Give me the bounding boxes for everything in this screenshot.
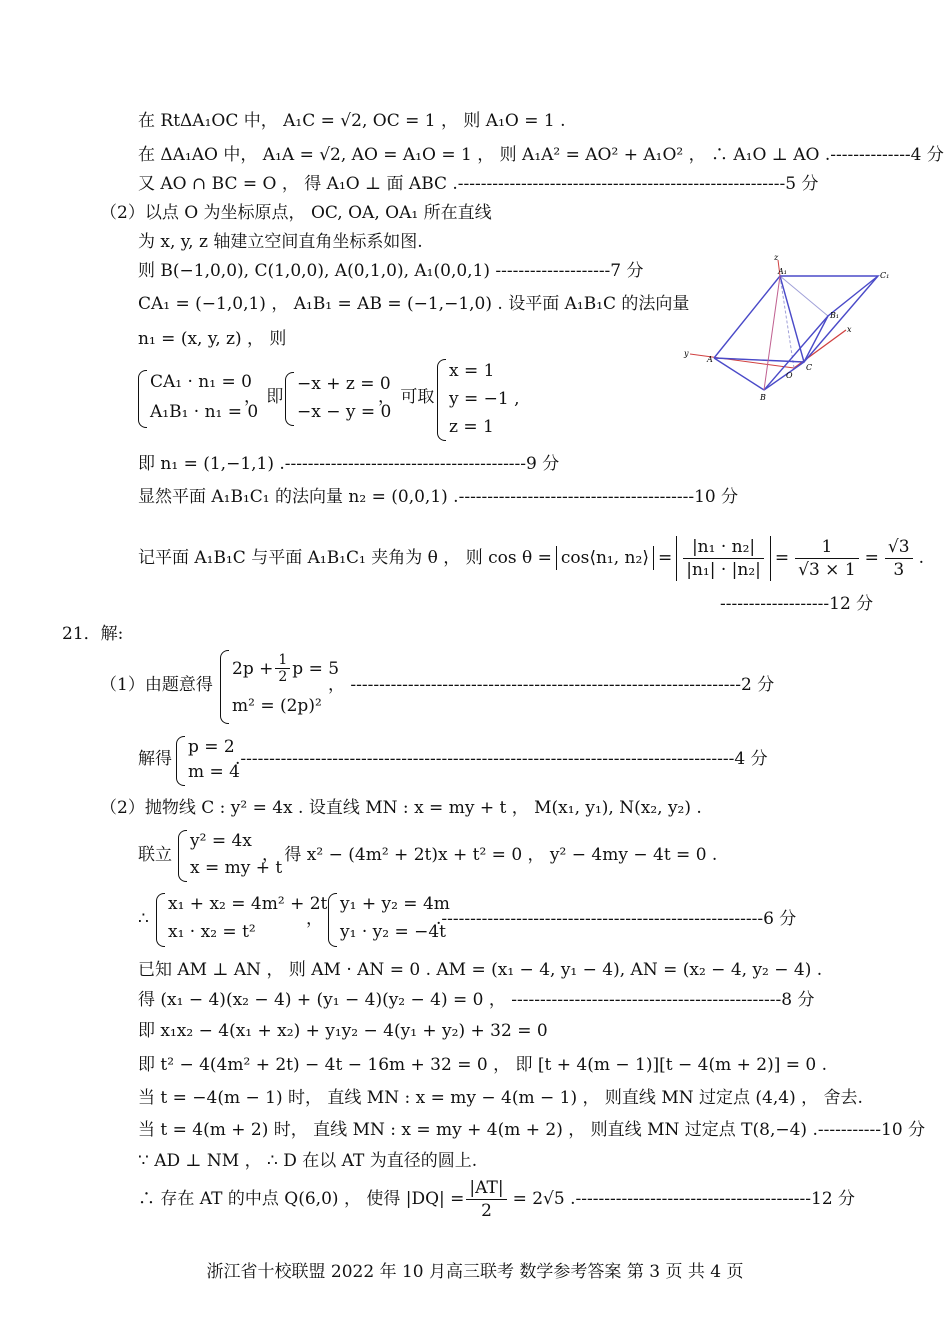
text-line: 在 ΔA₁AO 中， A₁A = √2, AO = A₁O = 1 ， 则 A₁A² = AO² + A₁O² ， ∴ A₁O ⊥ AO .--------------4 分 [138, 145, 944, 165]
equation: m² = (2p)² [232, 696, 322, 716]
equation: A₁B₁ · n₁ = 0 [150, 402, 259, 422]
text-line: 已知 AM ⊥ AN ， 则 AM · AN = 0 . AM = (x₁ − 4, y₁ − 4), AN = (x₂ − 4, y₂ − 4) . [138, 960, 823, 980]
text-fragment: ， 得 x² − (4m² + 2t)x + t² = 0 ， y² − 4my − 4t = 0 . [262, 845, 718, 865]
equation-system [138, 368, 258, 430]
text-fragment: .--------------------------------------------------------6 分 [436, 909, 797, 929]
text-line: 得 (x₁ − 4)(x₂ − 4) + (y₁ − 4)(y₂ − 4) = 0 ， -----------------------------------------------8 分 [138, 990, 815, 1010]
text-fragment: 联立 [138, 845, 172, 865]
fraction [885, 536, 913, 581]
text-fragment: p = 5 [292, 658, 340, 679]
equation: x = my + t [190, 858, 283, 878]
label-O: O [786, 371, 793, 380]
equation: x = 1 [449, 361, 495, 381]
text-line: ∵ AD ⊥ NM ， ∴ D 在以 AT 为直径的圆上. [138, 1151, 478, 1171]
text-fragment: 记平面 A₁B₁C 与平面 A₁B₁C₁ 夹角为 θ ， 则 cos θ = [138, 548, 552, 568]
denominator: 3 [893, 559, 905, 580]
label-C: C [806, 363, 813, 372]
text-line: 又 AO ∩ BC = O ， 得 A₁O ⊥ 面 ABC .---------------------------------------------------------5 分 [138, 174, 819, 194]
label-y: y [684, 349, 689, 358]
label-C1: C₁ [880, 271, 890, 280]
expression: cos⟨n₁, n₂⟩ [560, 548, 649, 568]
equation: m = 4 [188, 762, 240, 782]
equation: y = −1 , [449, 389, 520, 409]
equation: CA₁ · n₁ = 0 [150, 372, 252, 392]
text-fragment: ， 即 [244, 387, 284, 407]
question-number: 21．解: [62, 624, 124, 644]
prism-edge [764, 316, 828, 390]
equation: y₁ + y₂ = 4m [340, 894, 450, 914]
fraction [275, 652, 290, 685]
text-line: 即 n₁ = (1,−1,1) .------------------------------------------9 分 [138, 454, 560, 474]
hidden-edge [780, 276, 828, 316]
equation: z = 1 [449, 417, 494, 437]
denominator: √3 × 1 [798, 559, 856, 580]
formula-line [138, 530, 924, 586]
equation [232, 652, 339, 685]
text-line: n₁ = (x, y, z) ， 则 [138, 329, 287, 349]
hidden-edge [780, 276, 794, 368]
text-fragment: = [864, 548, 879, 568]
label-z: z [774, 253, 779, 262]
text-line: 在 RtΔA₁OC 中， A₁C = √2, OC = 1 ， 则 A₁O = 1 . [138, 111, 566, 131]
numerator: 1 [795, 536, 859, 559]
text-fragment: ， --------------------------------------------------------------------2 分 [328, 675, 775, 695]
label-x: x [847, 325, 852, 334]
text-line: （2）抛物线 C : y² = 4x . 设直线 MN : x = my + t ， M(x₁, y₁), N(x₂, y₂) . [100, 798, 702, 818]
label-A1: A₁ [778, 267, 787, 276]
equation: x₁ · x₂ = t² [168, 922, 256, 942]
prism-edge [804, 276, 878, 362]
text-fragment: （1）由题意得 [100, 675, 213, 695]
equation-system [328, 891, 448, 947]
prism-figure [680, 252, 900, 412]
text-line: 当 t = 4(m + 2) 时， 直线 MN : x = my + 4(m + 2) ， 则直线 MN 过定点 T(8,−4) .-----------10 分 [138, 1120, 926, 1140]
fraction [683, 536, 764, 581]
fraction [466, 1177, 506, 1222]
numerator: |n₁ · n₂| [683, 536, 764, 559]
label-A: A [707, 355, 713, 364]
abs-value [676, 536, 771, 581]
abs-value [556, 546, 654, 570]
label-B: B [760, 393, 766, 402]
text-fragment: = 2√5 .-----------------------------------------12 分 [512, 1189, 856, 1209]
formula-line [138, 1172, 855, 1226]
equation: p = 2 [188, 737, 235, 757]
text-line: 即 t² − 4(4m² + 2t) − 4t − 16m + 32 = 0 ， 即 [t + 4(m − 1)][t − 4(m + 2)] = 0 . [138, 1055, 828, 1075]
equation: −x − y = 0 [297, 402, 392, 422]
numerator: 1 [275, 652, 290, 669]
equation-system [156, 891, 328, 947]
page-footer: 浙江省十校联盟 2022 年 10 月高三联考 数学参考答案 第 3 页 共 4 页 [206, 1262, 744, 1282]
equation-system [220, 648, 340, 724]
numerator: √3 [885, 536, 913, 559]
text-line: -------------------12 分 [720, 594, 874, 614]
text-fragment: ， 可取 [378, 387, 435, 407]
text-line: 则 B(−1,0,0), C(1,0,0), A(0,1,0), A₁(0,0,1) --------------------7 分 [138, 261, 644, 281]
equation: y₁ · y₂ = −4t [340, 922, 446, 942]
text-fragment: = [774, 548, 790, 568]
text-line: 显然平面 A₁B₁C₁ 的法向量 n₂ = (0,0,1) .-----------------------------------------10 分 [138, 487, 739, 507]
text-line: 即 x₁x₂ − 4(x₁ + x₂) + y₁y₂ − 4(y₁ + y₂) + 32 = 0 [138, 1021, 548, 1041]
text-line: CA₁ = (−1,0,1) ， A₁B₁ = AB = (−1,−1,0) . 设平面 A₁B₁C 的法向量 [138, 294, 690, 314]
denominator: 2 [481, 1200, 492, 1221]
prism-edge [780, 276, 804, 362]
text-fragment: . [918, 548, 924, 568]
equation: y² = 4x [190, 831, 252, 851]
text-fragment: = [657, 548, 673, 568]
text-fragment: .--------------------------------------------------------------------------------------4 分 [235, 749, 768, 769]
text-line: （2）以点 O 为坐标原点， OC, OA, OA₁ 所在直线 [100, 203, 492, 223]
denominator: 2 [278, 669, 288, 685]
text-fragment: 2p + [232, 658, 274, 679]
equation-system [437, 357, 527, 441]
equation: −x + z = 0 [297, 374, 391, 394]
text-fragment: ∴ 存在 AT 的中点 Q(6,0) ， 使得 |DQ| = [138, 1189, 465, 1209]
numerator: |AT| [466, 1177, 506, 1200]
text-fragment: ， [306, 909, 323, 929]
text-line: 当 t = −4(m − 1) 时， 直线 MN : x = my − 4(m − 1) ， 则直线 MN 过定点 (4,4) ， 舍去. [138, 1088, 863, 1108]
text-fragment: ∴ [138, 909, 149, 929]
denominator: |n₁| · |n₂| [686, 559, 761, 580]
label-B1: B₁ [830, 311, 840, 320]
text-fragment: 解得 [138, 749, 172, 769]
text-line: 为 x, y, z 轴建立空间直角坐标系如图. [138, 232, 423, 252]
fraction [795, 536, 859, 581]
equation: x₁ + x₂ = 4m² + 2t [168, 894, 328, 914]
